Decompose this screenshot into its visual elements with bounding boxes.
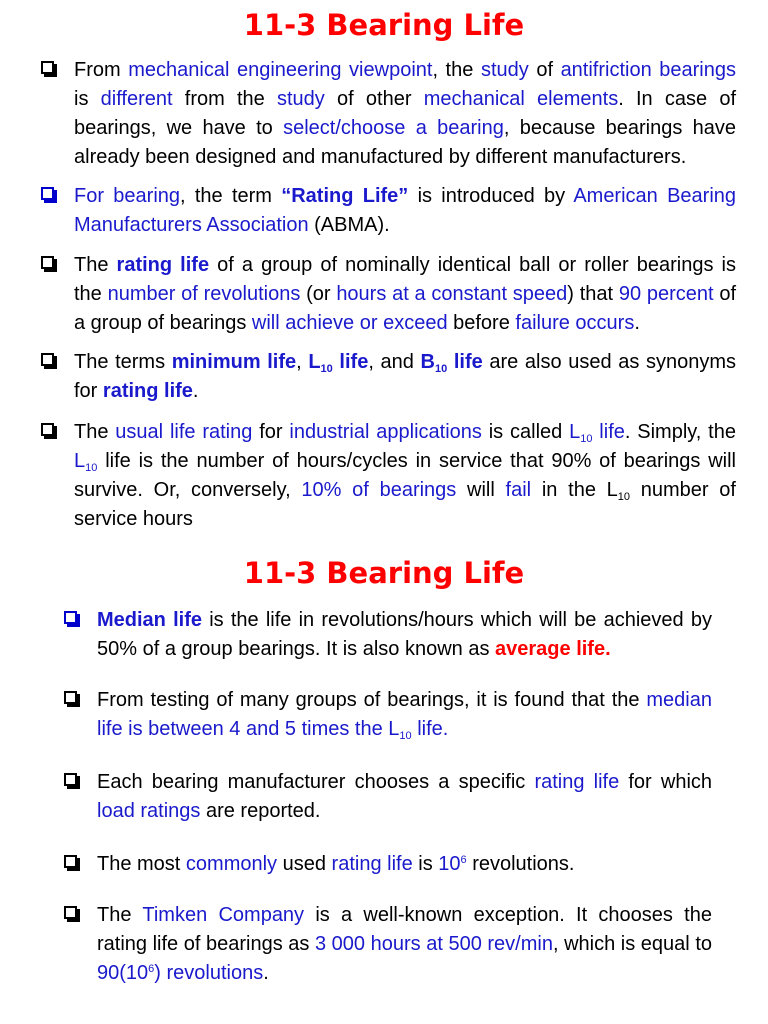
checkbox-bullet-icon bbox=[41, 256, 54, 269]
text-run: antifriction bearings bbox=[560, 59, 736, 81]
text-run: is bbox=[74, 88, 101, 110]
text-run: life bbox=[592, 421, 625, 443]
text-run: median life is between 4 and 5 times the L bbox=[97, 689, 712, 740]
checkbox-bullet-icon bbox=[64, 855, 77, 868]
text-run: of a group of bearings bbox=[74, 283, 737, 334]
text-run: L bbox=[308, 351, 321, 373]
text-run: ) bbox=[154, 962, 161, 984]
text-run: The bbox=[97, 904, 143, 926]
slide-2 bbox=[0, 548, 768, 1024]
list-item bbox=[97, 850, 712, 879]
checkbox-bullet-icon bbox=[41, 353, 54, 366]
text-run: American Bearing Manufacturers Association bbox=[74, 185, 737, 236]
text-run: (ABMA). bbox=[308, 214, 390, 236]
slide-title: 11-3 Bearing Life bbox=[243, 556, 525, 590]
text-run: rating life bbox=[116, 254, 210, 276]
text-run: , bbox=[296, 351, 309, 373]
text-run: For bearing bbox=[74, 185, 181, 207]
text-run: (or bbox=[300, 283, 337, 305]
text-run: . Simply, the bbox=[624, 421, 736, 443]
list-item bbox=[97, 901, 712, 988]
text-run: Timken Company bbox=[142, 904, 305, 926]
text-run: 90(10 bbox=[97, 962, 149, 984]
text-run: minimum life bbox=[171, 351, 297, 373]
text-run: 10 bbox=[617, 491, 631, 503]
list-item bbox=[74, 56, 736, 172]
text-run: is a well-known exception. It chooses the rating life of bearings as bbox=[97, 904, 712, 955]
text-run: . bbox=[192, 380, 199, 402]
text-run: 10 bbox=[438, 853, 461, 875]
text-run: The terms bbox=[74, 351, 172, 373]
list-item bbox=[74, 418, 736, 534]
text-run: , because bearings have already been designed and manufactured by different manufacturers. bbox=[74, 117, 737, 168]
text-run: Each bearing manufacturer chooses a specific bbox=[97, 771, 535, 793]
text-run: study bbox=[480, 59, 529, 81]
text-run: number of service hours bbox=[74, 479, 736, 530]
text-run: The bbox=[74, 254, 117, 276]
checkbox-bullet-icon bbox=[64, 611, 77, 624]
text-run: 10 bbox=[320, 363, 333, 375]
text-run: before bbox=[447, 312, 516, 334]
text-run: B bbox=[420, 351, 435, 373]
list-item bbox=[97, 686, 712, 744]
text-run: L bbox=[569, 421, 581, 443]
text-run: . In case of bearings, we have to bbox=[74, 88, 736, 139]
list-item bbox=[74, 348, 736, 406]
text-run: revolutions. bbox=[466, 853, 575, 875]
text-run: are reported. bbox=[200, 800, 321, 822]
text-run: fail bbox=[505, 479, 532, 501]
text-run: for which bbox=[619, 771, 713, 793]
text-run: The bbox=[74, 421, 116, 443]
text-run: industrial applications bbox=[289, 421, 482, 443]
checkbox-bullet-icon bbox=[64, 906, 77, 919]
text-run: rating life bbox=[102, 380, 193, 402]
text-run: ) that bbox=[567, 283, 619, 305]
text-run: , the bbox=[432, 59, 481, 81]
text-run: “Rating Life” bbox=[281, 185, 409, 207]
text-run: are also used as synonyms for bbox=[74, 351, 736, 402]
text-run: study bbox=[276, 88, 325, 110]
text-run: of a group of nominally identical ball or roller bearings is the bbox=[74, 254, 736, 305]
text-run: life is the number of hours/cycles in service that 90% of bearings will survive. Or, conversely, bbox=[74, 450, 736, 501]
text-run: is the life in revolutions/hours which will be achieved by 50% of a group bearings. It is also known as bbox=[97, 609, 712, 660]
text-run: 10 bbox=[85, 462, 98, 474]
text-run: hours at a constant speed bbox=[336, 283, 568, 305]
text-run: commonly bbox=[185, 853, 278, 875]
text-run: , which is equal to bbox=[552, 933, 712, 955]
bullet-list bbox=[0, 56, 768, 534]
text-run: From testing of many groups of bearings, it is found that the bbox=[97, 689, 647, 711]
text-run: L bbox=[74, 450, 86, 472]
text-run: mechanical engineering viewpoint bbox=[128, 59, 433, 81]
text-run: life. bbox=[411, 718, 449, 740]
text-run: is bbox=[412, 853, 439, 875]
text-run: , and bbox=[368, 351, 421, 373]
text-run: of bbox=[528, 59, 561, 81]
text-run: 10 bbox=[434, 363, 448, 375]
checkbox-bullet-icon bbox=[64, 773, 77, 786]
text-run: is called bbox=[481, 421, 570, 443]
text-run: 10 bbox=[399, 730, 412, 742]
text-run: mechanical elements bbox=[423, 88, 619, 110]
checkbox-bullet-icon bbox=[41, 187, 54, 200]
list-item bbox=[74, 182, 736, 240]
checkbox-bullet-icon bbox=[64, 691, 77, 704]
checkbox-bullet-icon bbox=[41, 61, 54, 74]
text-run: revolutions bbox=[160, 962, 264, 984]
text-run: load ratings bbox=[97, 800, 201, 822]
text-run: rating life bbox=[534, 771, 620, 793]
text-run: 6 bbox=[148, 963, 155, 975]
text-run: 10 bbox=[580, 433, 593, 445]
text-run: 3 000 hours at 500 rev/min bbox=[314, 933, 553, 955]
list-item bbox=[74, 251, 736, 338]
text-run: , the term bbox=[180, 185, 282, 207]
text-run: of other bbox=[324, 88, 424, 110]
bullet-list bbox=[0, 606, 768, 988]
text-run: 90 percent bbox=[618, 283, 714, 305]
text-run: used bbox=[277, 853, 332, 875]
list-item bbox=[97, 606, 712, 664]
text-run: in the L bbox=[531, 479, 618, 501]
text-run: average life. bbox=[495, 638, 611, 660]
text-run: life bbox=[447, 351, 483, 373]
list-item bbox=[97, 768, 712, 826]
text-run: will achieve or exceed bbox=[251, 312, 448, 334]
text-run: different bbox=[100, 88, 173, 110]
text-run: usual life rating bbox=[115, 421, 253, 443]
checkbox-bullet-icon bbox=[41, 423, 54, 436]
text-run: 10% of bearings bbox=[301, 479, 457, 501]
text-run: number of revolutions bbox=[107, 283, 301, 305]
text-run: . bbox=[263, 962, 269, 984]
text-run: rating life bbox=[331, 853, 413, 875]
text-run: failure occurs bbox=[515, 312, 635, 334]
text-run: will bbox=[456, 479, 506, 501]
text-run: From bbox=[74, 59, 129, 81]
text-run: . bbox=[634, 312, 640, 334]
text-run: is introduced by bbox=[408, 185, 574, 207]
text-run: select/choose a bearing bbox=[283, 117, 504, 139]
text-run: from the bbox=[172, 88, 277, 110]
text-run: life bbox=[332, 351, 369, 373]
text-run: Median life bbox=[97, 609, 202, 631]
text-run: for bbox=[252, 421, 290, 443]
text-run: The most bbox=[97, 853, 186, 875]
text-run: 6 bbox=[460, 854, 467, 866]
slide-title: 11-3 Bearing Life bbox=[243, 8, 525, 42]
